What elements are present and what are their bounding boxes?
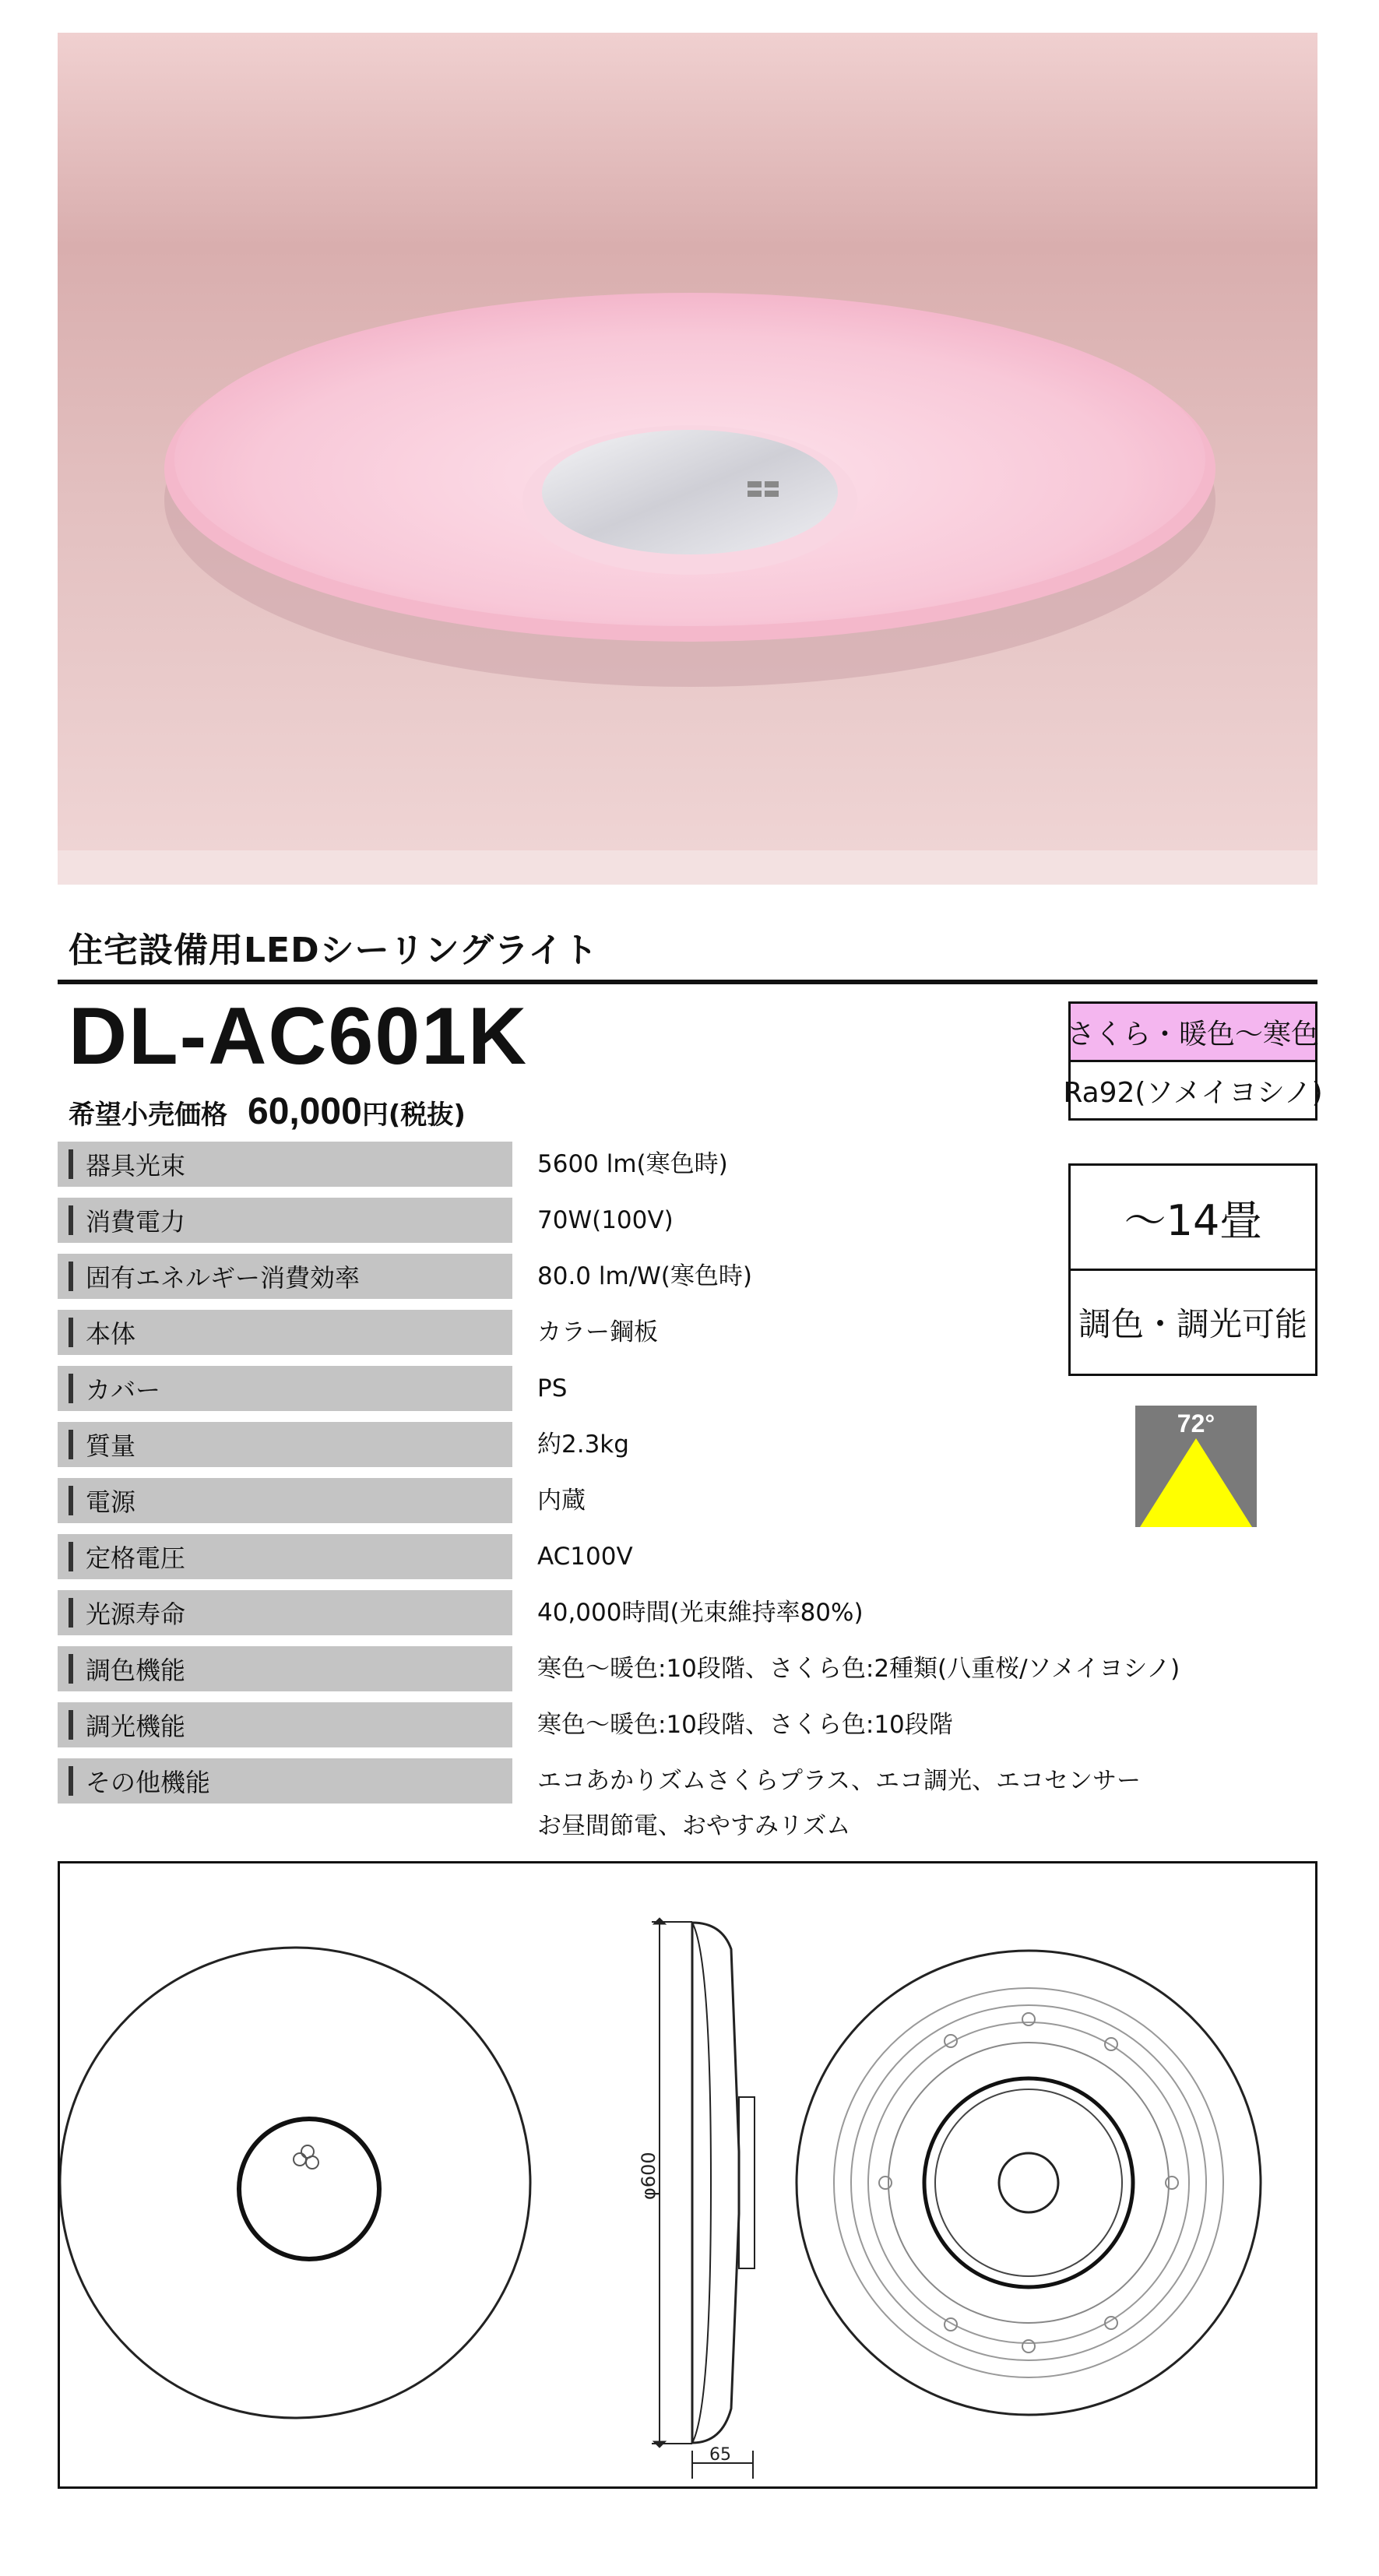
model-number: DL-AC601K (69, 991, 529, 1082)
back-view (797, 1951, 1261, 2415)
label-marker (69, 1149, 73, 1179)
spec-label: 本体 (86, 1319, 136, 1349)
label-marker (69, 1542, 73, 1571)
spec-row (58, 1702, 1249, 1758)
spec-label: 光源寿命 (86, 1599, 186, 1629)
height-dimension: 65 (709, 2445, 731, 2465)
spec-row (58, 1758, 1249, 1844)
spec-value: 内蔵 (537, 1487, 586, 1515)
spec-label: カバー (86, 1375, 161, 1405)
spec-row (58, 1422, 1249, 1478)
side-view (638, 1918, 755, 2479)
spec-row (58, 1478, 1249, 1534)
diameter-dimension: φ600 (638, 2152, 660, 2200)
label-marker (69, 1262, 73, 1291)
spec-value: 寒色～暖色:10段階、さくら色:2種類(八重桜/ソメイヨシノ) (537, 1655, 1180, 1683)
spec-label: 定格電圧 (86, 1543, 186, 1573)
product-photo (58, 33, 1317, 885)
spec-value: 寒色～暖色:10段階、さくら色:10段階 (537, 1711, 953, 1739)
product-category: 住宅設備用LEDシーリングライト (69, 931, 599, 970)
label-marker (69, 1318, 73, 1347)
price-label: 希望小売価格 (69, 1100, 227, 1131)
spec-value: PS (537, 1374, 568, 1402)
spec-value: 約2.3kg (537, 1431, 629, 1459)
spec-value-line1: エコあかりズムさくらプラス、エコ調光、エコセンサー (537, 1767, 1141, 1795)
spec-value: 5600 lm(寒色時) (537, 1150, 728, 1178)
label-marker (69, 1486, 73, 1515)
tatami-badge: ～14畳 (1068, 1163, 1317, 1271)
spec-label: 調光機能 (86, 1712, 186, 1741)
price-value: 60,000 (248, 1091, 362, 1132)
spec-value: 40,000時間(光束維持率80%) (537, 1599, 864, 1627)
spec-label: 消費電力 (86, 1207, 186, 1237)
spec-row (58, 1534, 1249, 1590)
spec-value: カラー鋼板 (537, 1318, 658, 1346)
price (69, 1090, 466, 1133)
spec-label: 器具光束 (86, 1151, 186, 1181)
spec-value-line2: お昼間節電、おやすみリズム (537, 1812, 851, 1840)
technical-drawing (58, 1861, 1317, 2489)
spec-label: 電源 (86, 1487, 136, 1517)
label-marker (69, 1598, 73, 1628)
label-marker (69, 1205, 73, 1235)
spec-value: 80.0 lm/W(寒色時) (537, 1262, 752, 1290)
spec-label: 調色機能 (86, 1656, 186, 1685)
beam-angle-icon (1135, 1406, 1257, 1527)
label-marker (69, 1710, 73, 1740)
label-marker (69, 1766, 73, 1796)
spec-label: その他機能 (86, 1768, 211, 1797)
spec-label: 質量 (86, 1431, 136, 1461)
spec-row (58, 1646, 1249, 1702)
front-view (60, 1948, 530, 2418)
label-marker (69, 1654, 73, 1684)
spec-value: AC100V (537, 1543, 633, 1571)
beam-angle-label: 72° (1177, 1409, 1215, 1438)
price-unit: 円(税抜) (361, 1100, 466, 1131)
spec-label: 固有エネルギー消費効率 (86, 1263, 361, 1293)
spec-value: 70W(100V) (537, 1206, 674, 1234)
title-divider (58, 980, 1317, 984)
ra-badge: Ra92(ソメイヨシノ) (1068, 1060, 1317, 1121)
label-marker (69, 1374, 73, 1403)
spec-row (58, 1590, 1249, 1646)
label-marker (69, 1430, 73, 1459)
spec-value (537, 1758, 1141, 1849)
color-range-badge: さくら・暖色～寒色 (1068, 1001, 1317, 1062)
function-badge: 調色・調光可能 (1068, 1269, 1317, 1376)
